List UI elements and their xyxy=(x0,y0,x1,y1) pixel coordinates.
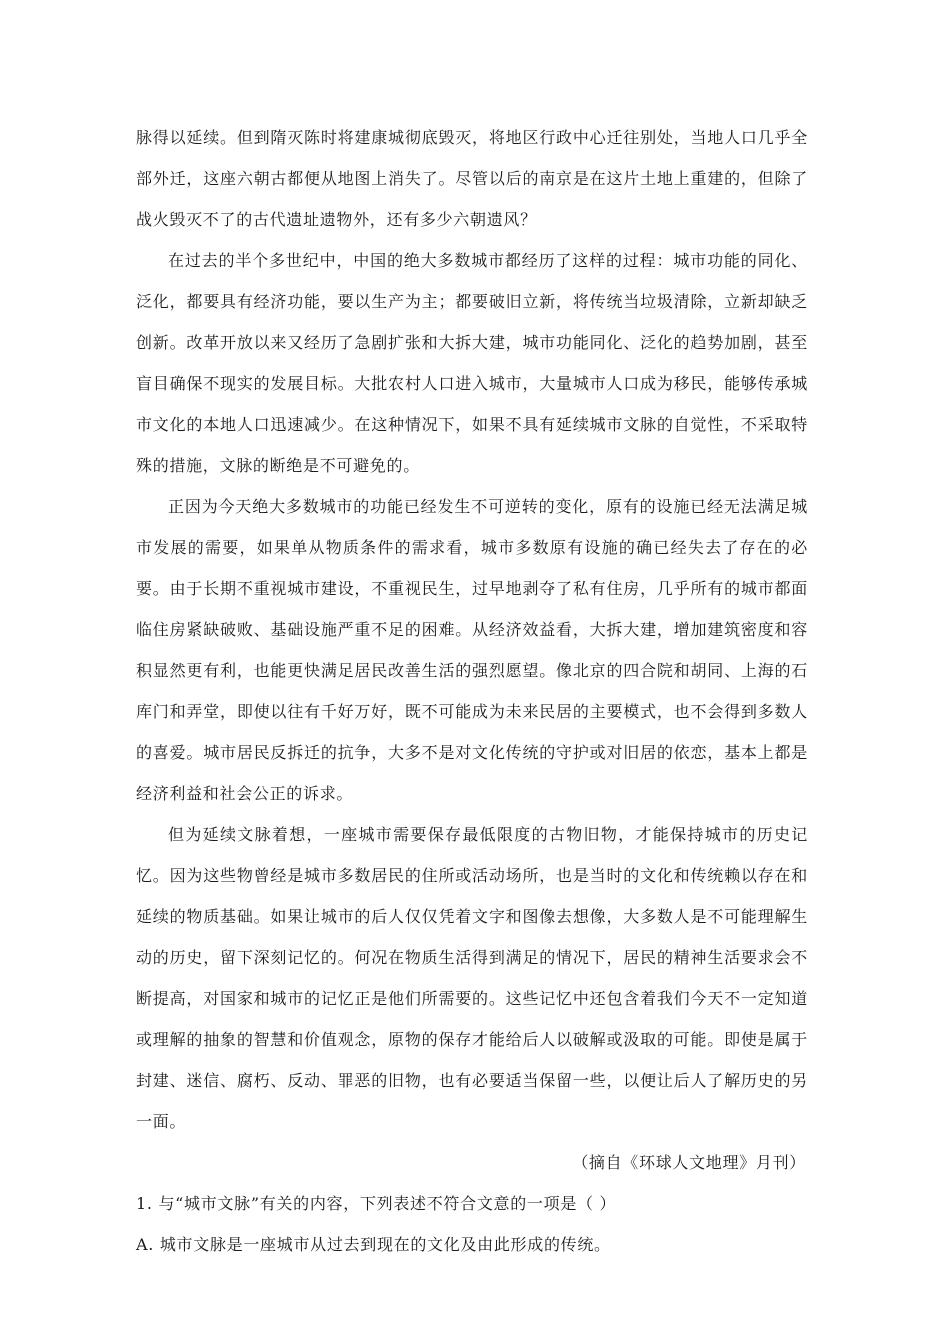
paragraph-4: 但为延续文脉着想，一座城市需要保存最低限度的古物旧物，才能保持城市的历史记忆。因为这些物曾经是城市多数居民的住所或活动场所，也是当时的文化和传统赖以存在和延续的物质基础。如果让城市的后人仅仅凭着文字和图像去想像，大多数人是不可能理解生动的历史，留下深刻记忆的。何况在物质生活得到满足的情况下，居民的精神生活要求会不断提高，对国家和城市的记忆正是他们所需要的。这些记忆中还包含着我们今天不一定知道或理解的抽象的智慧和价值观念，原物的保存才能给后人以破解或汲取的可能。即使是属于封建、迷信、腐朽、反动、罪恶的旧物，也有必要适当保留一些，以便让后人了解历史的另一面。 xyxy=(136,825,808,1131)
option-label: A. xyxy=(136,1235,155,1254)
source-citation: （摘自《环球人文地理》月刊） xyxy=(572,1153,806,1172)
question-stem: 与“城市文脉”有关的内容，下列表述不符合文意的一项是（ ） xyxy=(158,1194,617,1213)
question-1 xyxy=(136,1183,808,1224)
question-number: 1. xyxy=(136,1194,153,1213)
option-a xyxy=(136,1224,808,1265)
document-page xyxy=(136,117,808,1265)
paragraph-2: 在过去的半个多世纪中，中国的绝大多数城市都经历了这样的过程：城市功能的同化、泛化，都要具有经济功能，要以生产为主；都要破旧立新，将传统当垃圾清除，立新却缺乏创新。改革开放以来又经历了急剧扩张和大拆大建，城市功能同化、泛化的趋势加剧，甚至盲目确保不现实的发展目标。大批农村人口进入城市，大量城市人口成为移民，能够传承城市文化的本地人口迅速减少。在这种情况下，如果不具有延续城市文脉的自觉性，不采取特殊的措施，文脉的断绝是不可避免的。 xyxy=(136,251,808,475)
paragraph-3: 正因为今天绝大多数城市的功能已经发生不可逆转的变化，原有的设施已经无法满足城市发展的需要，如果单从物质条件的需求看，城市多数原有设施的确已经失去了存在的必要。由于长期不重视城市建设，不重视民生，过早地剥夺了私有住房，几乎所有的城市都面临住房紧缺破败、基础设施严重不足的困难。从经济效益看，大拆大建，增加建筑密度和容积显然更有利，也能更快满足居民改善生活的强烈愿望。像北京的四合院和胡同、上海的石库门和弄堂，即使以往有千好万好，既不可能成为未来民居的主要模式，也不会得到多数人的喜爱。城市居民反拆迁的抗争，大多不是对文化传统的守护或对旧居的依恋，基本上都是经济利益和社会公正的诉求。 xyxy=(136,497,808,803)
option-text: 城市文脉是一座城市从过去到现在的文化及由此形成的传统。 xyxy=(159,1235,611,1254)
paragraph-1: 脉得以延续。但到隋灭陈时将建康城彻底毁灭，将地区行政中心迁往别处，当地人口几乎全部外迁，这座六朝古都便从地图上消失了。尽管以后的南京是在这片土地上重建的，但除了战火毁灭不了的古代遗址遗物外，还有多少六朝遗风？ xyxy=(136,128,808,229)
